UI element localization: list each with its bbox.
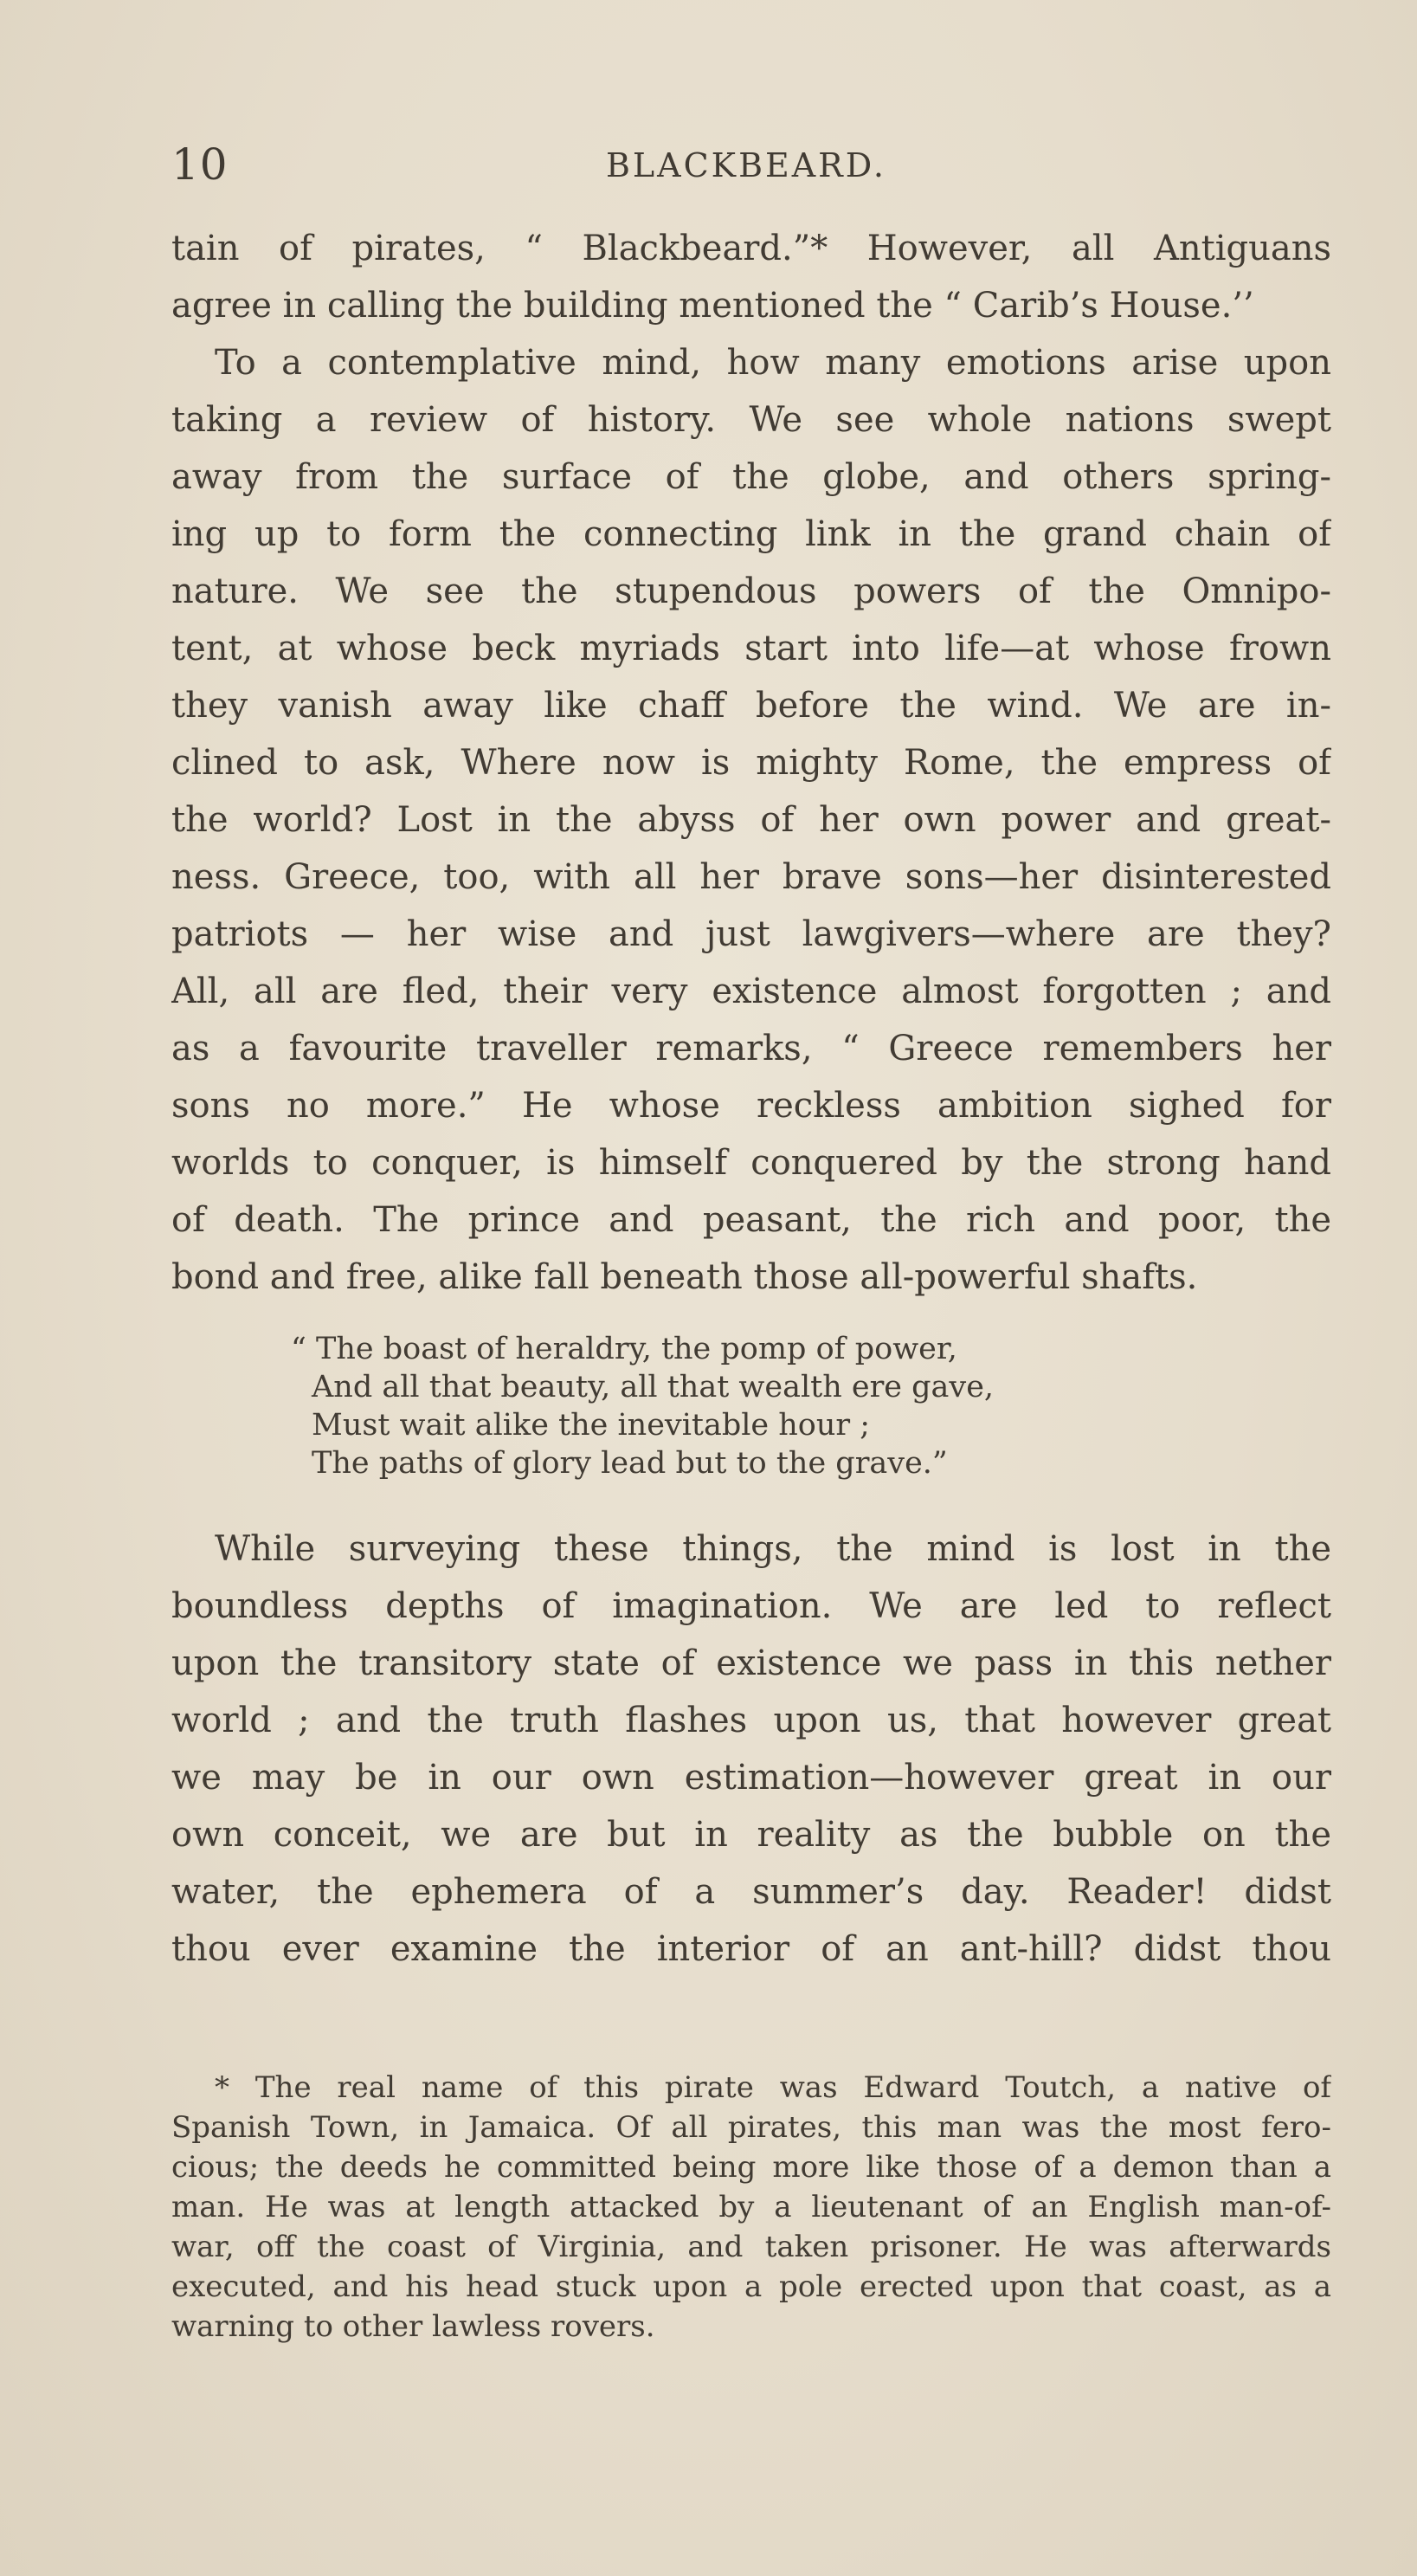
footnote-line: cious; the deeds he committed being more like those of a demon than a (171, 2150, 1331, 2185)
text-line: of death. The prince and peasant, the rich and poor, the (171, 1200, 1331, 1240)
footnote-line: * The real name of this pirate was Edward Toutch, a native of (215, 2070, 1331, 2105)
text-line: upon the transitory state of existence we pass in this nether (171, 1643, 1331, 1683)
text-line: sons no more.” He whose reckless ambition sighed for (171, 1086, 1331, 1126)
text-line: they vanish away like chaff before the wind. We are in- (171, 686, 1331, 726)
text-line: taking a review of history. We see whole nations swept (171, 400, 1331, 440)
text-line: ing up to form the connecting link in the grand chain of (171, 514, 1331, 554)
paragraph-1 (171, 220, 1331, 334)
body-text (171, 220, 1331, 1978)
text-line: All, all are fled, their very existence almost forgotten ; and (171, 972, 1331, 1011)
text-line: tent, at whose beck myriads start into life—at whose frown (171, 629, 1331, 668)
footnote-line: warning to other lawless rovers. (171, 2309, 655, 2344)
page-number: 10 (171, 139, 229, 190)
footnote-line: Spanish Town, in Jamaica. Of all pirates, this man was the most fero- (171, 2110, 1331, 2145)
text-line: ness. Greece, too, with all her brave sons—her disinterested (171, 857, 1331, 897)
text-line: the world? Lost in the abyss of her own power and great- (171, 800, 1331, 840)
paragraph-3 (171, 1520, 1331, 1978)
text-line: water, the ephemera of a summer’s day. Reader! didst (171, 1872, 1331, 1912)
poem-quote (171, 1330, 1331, 1482)
poem-line: The paths of glory lead but to the grave.” (312, 1446, 948, 1481)
text-line: nature. We see the stupendous powers of the Omnipo- (171, 571, 1331, 611)
text-line: away from the surface of the globe, and others spring- (171, 457, 1331, 497)
paragraph-2 (171, 334, 1331, 1306)
text-line: bond and free, alike fall beneath those all-powerful shafts. (171, 1257, 1198, 1297)
text-line: as a favourite traveller remarks, “ Greece remembers her (171, 1029, 1331, 1068)
text-line: agree in calling the building mentioned the “ Carib’s House.’’ (171, 286, 1254, 326)
footnote-line: man. He was at length attacked by a lieutenant of an English man-of- (171, 2190, 1331, 2224)
poem-line: “ The boast of heraldry, the pomp of power, (291, 1332, 957, 1366)
running-title: BLACKBEARD. (606, 146, 886, 184)
text-line: patriots — her wise and just lawgivers—where are they? (171, 914, 1331, 954)
poem-line: And all that beauty, all that wealth ere gave, (312, 1370, 995, 1404)
footnote-line: war, off the coast of Virginia, and taken prisoner. He was afterwards (171, 2230, 1331, 2264)
text-line: thou ever examine the interior of an ant-hill? didst thou (171, 1929, 1331, 1969)
text-line: worlds to conquer, is himself conquered by the strong hand (171, 1143, 1331, 1183)
text-line: tain of pirates, “ Blackbeard.”* However, all Antiguans (171, 229, 1331, 268)
poem-line: Must wait alike the inevitable hour ; (312, 1408, 871, 1443)
footnote-line: executed, and his head stuck upon a pole erected upon that coast, as a (171, 2269, 1331, 2304)
footnote (171, 2068, 1331, 2347)
text-line: own conceit, we are but in reality as the bubble on the (171, 1815, 1331, 1855)
text-line: clined to ask, Where now is mighty Rome, the empress of (171, 743, 1331, 783)
text-line: To a contemplative mind, how many emotions arise upon (215, 343, 1331, 383)
text-line: world ; and the truth flashes upon us, that however great (171, 1701, 1331, 1740)
text-line: While surveying these things, the mind is lost in the (215, 1529, 1331, 1569)
text-line: we may be in our own estimation—however great in our (171, 1758, 1331, 1798)
page-header (0, 139, 1417, 190)
text-line: boundless depths of imagination. We are led to reflect (171, 1586, 1331, 1626)
